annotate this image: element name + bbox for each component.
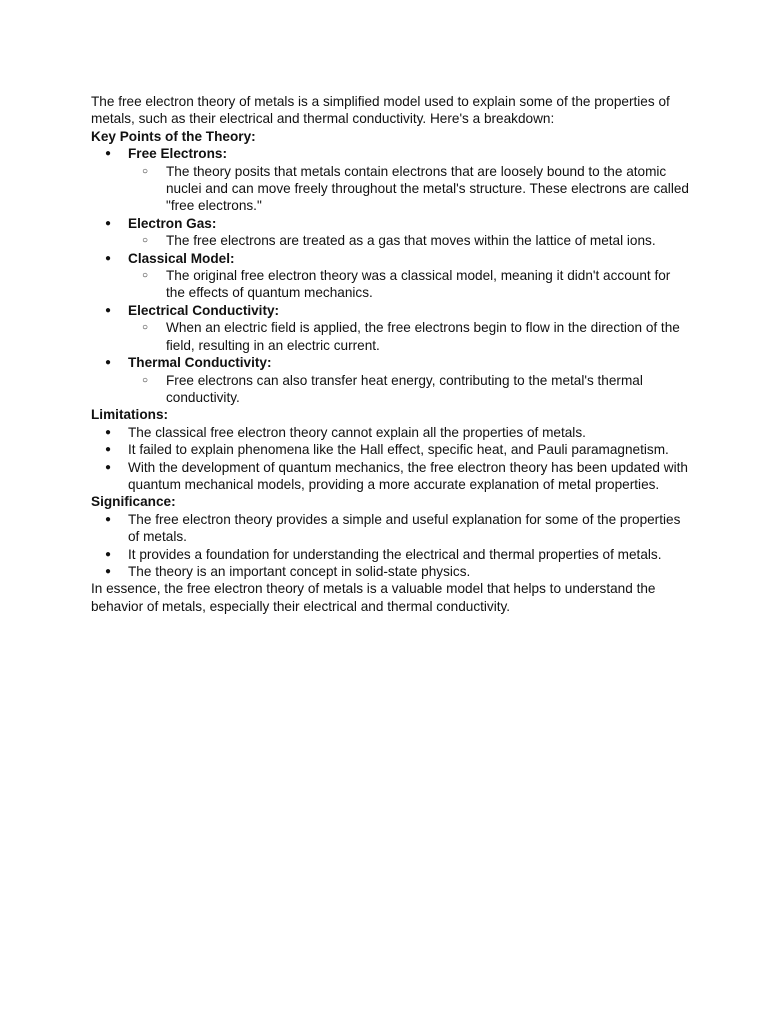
list-item <box>91 145 689 215</box>
list-item: ● The theory is an important concept in solid-state physics. <box>91 563 689 580</box>
list-item: ● The classical free electron theory cannot explain all the properties of metals. <box>91 424 689 441</box>
sub-list <box>128 372 689 407</box>
significance-list <box>91 511 689 581</box>
key-points-list <box>91 145 689 406</box>
limitations-list <box>91 424 689 494</box>
key-point-detail: ○ Free electrons can also transfer heat energy, contributing to the metal's thermal conductivity. <box>128 372 689 407</box>
key-point-title: Free Electrons: <box>128 146 227 162</box>
limitations-heading: Limitations: <box>91 407 169 423</box>
key-point-title: Electrical Conductivity: <box>128 302 280 318</box>
sub-list <box>128 163 689 215</box>
sub-list <box>128 232 689 249</box>
conclusion-paragraph: In essence, the free electron theory of metals is a valuable model that helps to understand the behavior of metals, especially their electrical and thermal conductivity. <box>91 581 656 614</box>
key-point-detail: ○ When an electric field is applied, the free electrons begin to flow in the direction of the field, resulting in an electric current. <box>128 319 689 354</box>
key-point-detail: ○ The theory posits that metals contain electrons that are loosely bound to the atomic nuclei and can move freely throughout the metal's structure. These electrons are called "free electrons." <box>128 163 689 215</box>
list-item: ● It failed to explain phenomena like the Hall effect, specific heat, and Pauli paramagnetism. <box>91 441 689 458</box>
key-point-title: Thermal Conductivity: <box>128 355 272 371</box>
key-point-title: Classical Model: <box>128 250 235 266</box>
list-item <box>91 250 689 302</box>
significance-heading: Significance: <box>91 494 176 510</box>
list-item <box>91 354 689 406</box>
key-points-heading: Key Points of the Theory: <box>91 128 256 144</box>
sub-list <box>128 319 689 354</box>
intro-paragraph: The free electron theory of metals is a simplified model used to explain some of the properties of metals, such as their electrical and thermal conductivity. Here's a breakdown: <box>91 94 670 127</box>
document-body <box>91 93 689 615</box>
list-item: ● It provides a foundation for understanding the electrical and thermal properties of metals. <box>91 546 689 563</box>
key-point-detail: ○ The free electrons are treated as a gas that moves within the lattice of metal ions. <box>128 232 689 249</box>
list-item <box>91 302 689 354</box>
list-item: ● The free electron theory provides a simple and useful explanation for some of the properties of metals. <box>91 511 689 546</box>
sub-list <box>128 267 689 302</box>
list-item <box>91 215 689 250</box>
list-item: ● With the development of quantum mechanics, the free electron theory has been updated with quantum mechanical models, providing a more accurate explanation of metal properties. <box>91 459 689 494</box>
key-point-detail: ○ The original free electron theory was a classical model, meaning it didn't account for the effects of quantum mechanics. <box>128 267 689 302</box>
key-point-title: Electron Gas: <box>128 215 217 231</box>
